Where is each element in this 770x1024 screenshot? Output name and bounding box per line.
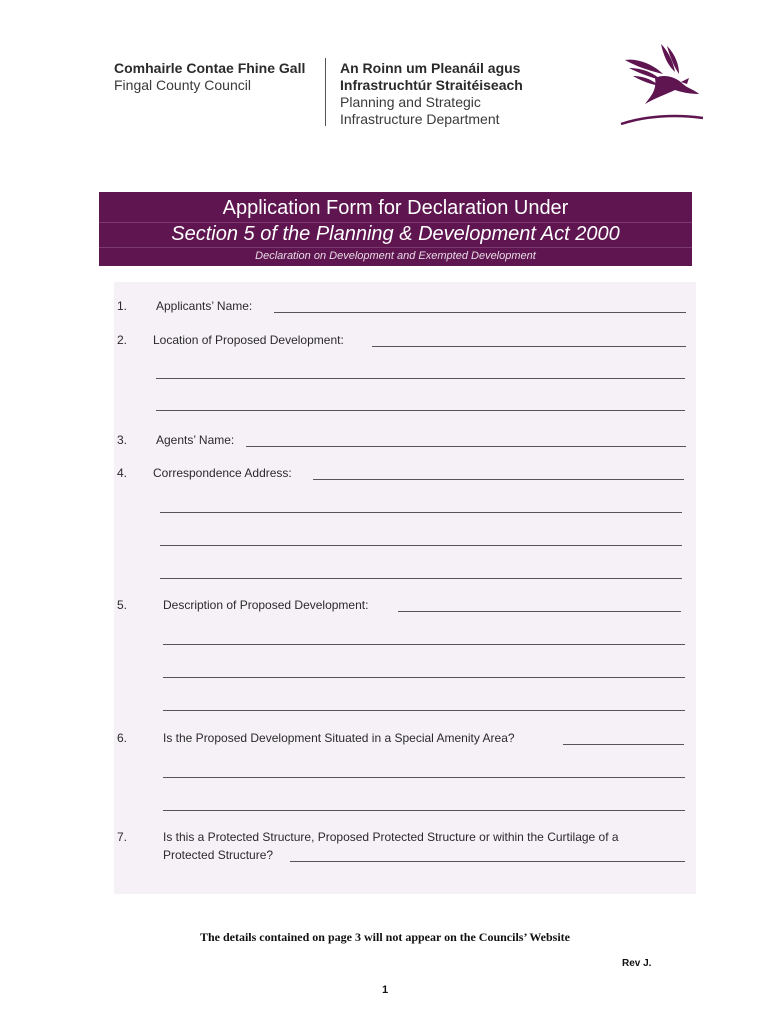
correspondence-address-field[interactable] xyxy=(313,479,684,480)
form-title-line1: Application Form for Declaration Under xyxy=(222,197,569,219)
location-field[interactable] xyxy=(372,346,686,347)
department-irish-line2: Infrastruchtúr Straitéiseach xyxy=(340,77,523,93)
agent-name-field[interactable] xyxy=(246,446,686,447)
form-title-line2: Section 5 of the Planning & Development Act 2000 xyxy=(171,223,620,245)
description-field-line[interactable] xyxy=(163,677,685,678)
correspondence-address-line[interactable] xyxy=(160,578,682,579)
department-name xyxy=(340,60,523,128)
council-name-english: Fingal County Council xyxy=(114,77,251,93)
special-amenity-field-line[interactable] xyxy=(163,777,685,778)
form-subtitle: Declaration on Development and Exempted Development xyxy=(255,250,536,262)
field-number: 4. xyxy=(117,466,128,480)
agent-name-label: Agents’ Name: xyxy=(156,433,235,447)
bird-over-wave-logo-icon xyxy=(615,38,705,128)
field-number: 7. xyxy=(117,830,128,844)
field-number: 1. xyxy=(117,299,128,313)
page-number: 1 xyxy=(381,984,389,996)
council-name-irish: Comhairle Contae Fhine Gall xyxy=(114,60,306,76)
description-label: Description of Proposed Development: xyxy=(163,598,369,612)
correspondence-address-line[interactable] xyxy=(160,512,682,513)
department-english-line2: Infrastructure Department xyxy=(340,111,500,127)
correspondence-address-line[interactable] xyxy=(160,545,682,546)
special-amenity-label: Is the Proposed Development Situated in a Special Amenity Area? xyxy=(163,731,515,745)
correspondence-address-label: Correspondence Address: xyxy=(153,466,292,480)
location-label: Location of Proposed Development: xyxy=(153,333,344,347)
description-field-line[interactable] xyxy=(163,644,685,645)
department-english-line1: Planning and Strategic xyxy=(340,94,481,110)
applicant-name-field[interactable] xyxy=(274,312,686,313)
council-name xyxy=(114,60,305,94)
protected-structure-label-cont: Protected Structure? xyxy=(163,848,274,862)
description-field-line[interactable] xyxy=(163,710,685,711)
header-divider xyxy=(325,58,326,126)
form-title-banner xyxy=(99,192,692,266)
protected-structure-label: Is this a Protected Structure, Proposed Protected Structure or within the Curtilage of a xyxy=(163,830,619,844)
field-number: 2. xyxy=(117,333,128,347)
special-amenity-field-line[interactable] xyxy=(163,810,685,811)
privacy-note: The details contained on page 3 will not appear on the Councils’ Website xyxy=(199,930,571,944)
revision-label: Rev J. xyxy=(622,958,652,969)
field-number: 5. xyxy=(117,598,128,612)
field-number: 6. xyxy=(117,731,128,745)
applicant-name-label: Applicants’ Name: xyxy=(156,299,253,313)
field-number: 3. xyxy=(117,433,128,447)
protected-structure-field[interactable] xyxy=(290,861,685,862)
location-field-line[interactable] xyxy=(156,410,685,411)
location-field-line[interactable] xyxy=(156,378,685,379)
special-amenity-field[interactable] xyxy=(563,744,684,745)
department-irish-line1: An Roinn um Pleanáil agus xyxy=(340,60,521,76)
description-field[interactable] xyxy=(398,611,681,612)
form-area xyxy=(114,282,696,894)
